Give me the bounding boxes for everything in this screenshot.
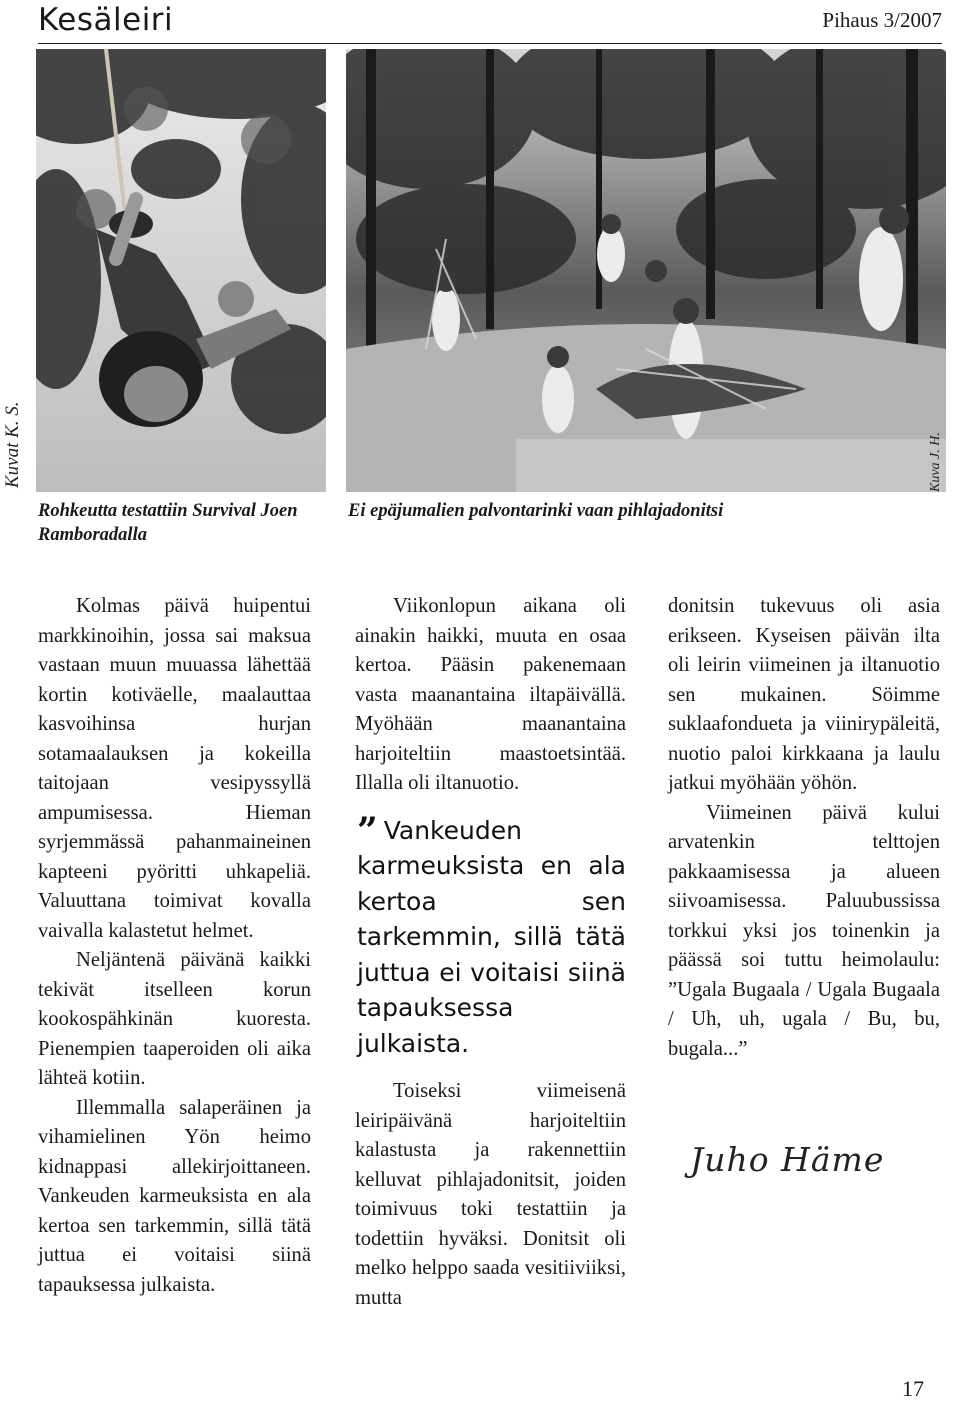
- paragraph: donitsin tukevuus oli asia erikseen. Kyseisen päivän ilta oli leirin viimeinen ja iltanuotio sen mukainen. Söimme suklaafondueta ja viinirypäleitä, nuotio paloi kirkkaana ja laulu jatkui myöhään yöhön.: [668, 595, 940, 794]
- forest-branches-photo: [346, 49, 946, 492]
- paragraph: Illemmalla salaperäinen ja vihamielinen Yön heimo kidnappasi allekirjoittaneen. Vankeuden karmeuksista en ala kertoa sen tarkemmin, sillä tätä juttua ei voitaisi siinä tapauksessa julkaista.: [38, 1096, 311, 1296]
- paragraph: Neljäntenä päivänä kaikki tekivät itselleen korun kookospähkinän kuoresta. Pienempien taaperoiden oli aika lähteä kotiin.: [38, 949, 311, 1089]
- quote-mark-icon: ”: [357, 809, 378, 852]
- photo-caption-right: Ei epäjumalien palvontarinki vaan pihlajadonitsi: [348, 501, 724, 521]
- pull-quote-text: Vankeuden karmeuksista en ala kertoa sen tarkemmin, sillä tätä juttua ei voitaisi siinä tapauksessa julkaista.: [357, 815, 626, 1058]
- page-number: 17: [902, 1376, 924, 1401]
- paragraph: Toiseksi viimeisenä leiripäivänä harjoiteltiin kalastusta ja rakennettiin kelluvat pihlajadonitsit, joiden toimivuus toki testattiin ja todettiin hyväksi. Donitsit oli melko helppo saada vesitiiviiksi, mutta: [355, 1080, 626, 1309]
- photo-credit-right: Kuva J. H.: [928, 432, 943, 492]
- article-column-2: [355, 592, 626, 1313]
- author-signature: Juho Häme: [690, 1140, 885, 1179]
- paragraph: Viimeinen päivä kului arvatenkin telttojen pakkaamisessa ja alueen siivoamisessa. Paluubussissa torkkui yksi jos toinenkin ja päässä soi tuttu heimolaulu: ”Ugala Bugaala / Ugala Bugaala / Uh, uh, ugala / Bu, bu, bugala...”: [668, 801, 940, 1060]
- rope-swing-photo: [36, 49, 326, 492]
- pull-quote: [357, 809, 626, 1062]
- article-column-1: [38, 592, 311, 1300]
- section-title: Kesäleiri: [38, 2, 174, 38]
- paragraph: Kolmas päivä huipentui markkinoihin, jossa sai maksua vastaan muun muuassa lähettää kortin kotiväelle, maalauttaa kasvoihinsa hurjan sotamaalauksen ja kokeilla taitojaan vesipyssyllä ampumisessa. Hieman syrjemmässä pahanmaineinen kapteeni pyöritti uhkapeliä. Valuuttana toimivat kovalla vaivalla kalastetut helmet.: [38, 595, 311, 942]
- photo-caption-left: Rohkeutta testattiin Survival Joen Ramboradalla: [38, 501, 298, 545]
- header-divider: [38, 43, 942, 44]
- article-column-3: [668, 592, 940, 1064]
- issue-label: Pihaus 3/2007: [822, 8, 942, 32]
- photo-credit-left: Kuvat K. S.: [2, 401, 23, 488]
- paragraph: Viikonlopun aikana oli ainakin haikki, muuta en osaa kertoa. Pääsin pakenemaan vasta maanantaina iltapäivällä. Myöhään maanantaina harjoiteltiin maastoetsintää. Illalla oli iltanuotio.: [355, 595, 626, 794]
